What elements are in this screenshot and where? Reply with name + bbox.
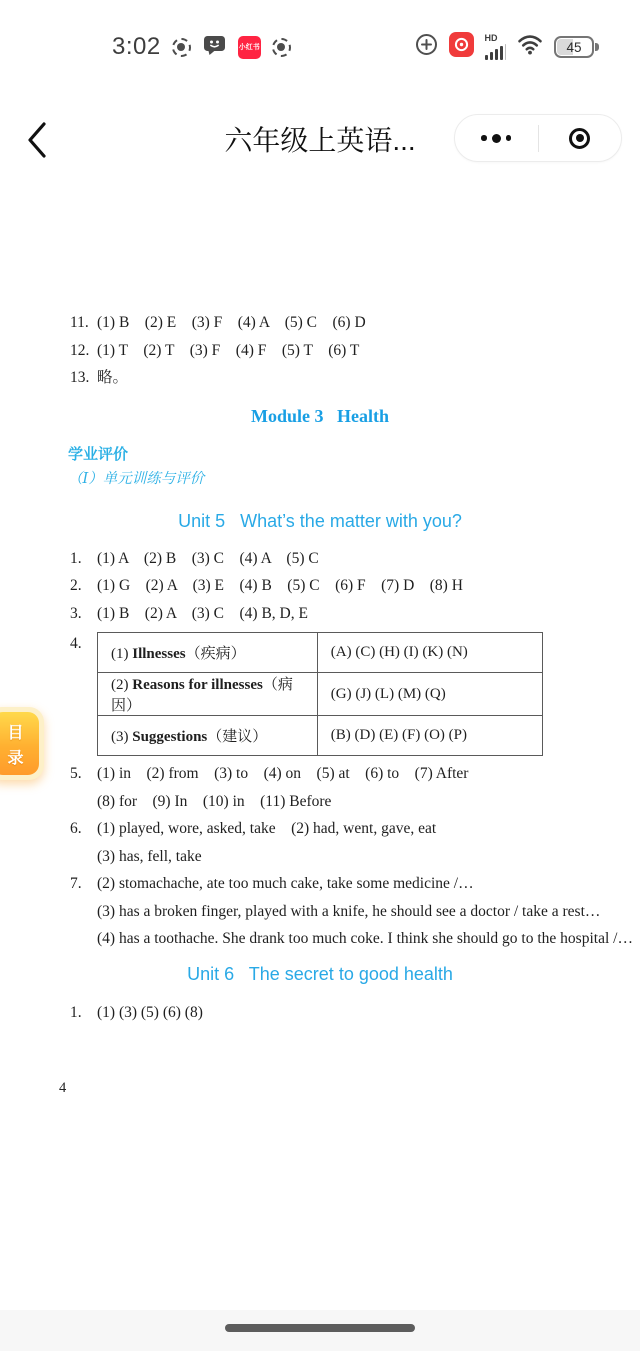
item-number: 7. — [70, 875, 82, 892]
table-row — [98, 673, 543, 716]
home-indicator[interactable] — [225, 1324, 415, 1332]
answer-line — [0, 999, 640, 1027]
item-text: (2) stomachache, ate too much cake, take some medicine /… — [97, 875, 474, 892]
section-subtitle: （Ⅰ）单元训练与评价 — [68, 470, 205, 487]
close-home-button[interactable] — [539, 115, 622, 161]
answer-line — [0, 600, 640, 628]
toc-char: 录 — [7, 749, 24, 767]
status-bar-right — [415, 32, 595, 62]
item-number — [70, 843, 97, 871]
answer-line — [0, 788, 640, 816]
item-text: (3) has, fell, take — [97, 847, 202, 865]
item-number — [70, 925, 97, 953]
item-text: 略。 — [97, 369, 129, 386]
item-text: (1) (3) (5) (6) (8) — [97, 1003, 203, 1021]
item-number: 12. — [70, 341, 90, 359]
status-bar — [0, 26, 640, 68]
unit5-heading: Unit 5 What’s the matter with you? — [178, 510, 462, 531]
category-cell: (1) Illnesses（疾病） — [98, 633, 318, 673]
answer-table-block — [0, 632, 640, 756]
answer-line — [0, 572, 640, 600]
category-cell: (3) Suggestions（建议） — [98, 716, 318, 756]
item-number — [70, 788, 97, 816]
item-text: (8) for (9) In (10) in (11) Before — [97, 792, 332, 810]
item-number: 6. — [70, 820, 82, 837]
item-number: 13. — [70, 369, 90, 386]
item-text: (1) B (2) E (3) F (4) A (5) C (6) D — [97, 314, 366, 331]
answer-line — [0, 309, 640, 337]
clock-time: 3:02 — [112, 33, 161, 60]
toc-icon — [0, 712, 39, 775]
answer-line — [0, 898, 640, 926]
item-number: 2. — [70, 577, 82, 594]
document-page — [0, 309, 640, 1026]
item-number: 1. — [70, 549, 82, 567]
letters-cell: (G) (J) (L) (M) (Q) — [317, 673, 542, 716]
section-title: 学业评价 — [68, 445, 129, 463]
item-text: (1) B (2) A (3) C (4) B, D, E — [97, 604, 308, 622]
answer-line — [0, 843, 640, 871]
plus-circle-icon — [415, 33, 438, 61]
item-number: 11. — [70, 314, 89, 331]
answer-table — [97, 632, 543, 756]
circle-dot-icon — [569, 128, 590, 149]
status-bar-left — [112, 33, 291, 62]
toc-char: 目 — [7, 724, 24, 742]
battery-icon — [554, 36, 594, 58]
toc-fab-button[interactable] — [0, 707, 44, 780]
table-row — [98, 633, 543, 673]
answer-line — [0, 337, 640, 365]
hd-label: HD — [484, 33, 498, 43]
item-text: (1) G (2) A (3) E (4) B (5) C (6) F (7) D (8) H — [97, 577, 463, 594]
record-dot-icon — [272, 38, 291, 57]
more-button[interactable] — [455, 115, 538, 161]
ellipsis-dots-icon — [481, 134, 511, 143]
answer-line — [0, 545, 640, 573]
module-heading: Module 3 Health — [251, 405, 389, 426]
item-number: 3. — [70, 604, 82, 622]
item-text: (3) has a broken finger, played with a knife, he should see a doctor / take a rest… — [97, 902, 601, 920]
item-text: (1) T (2) T (3) F (4) F (5) T (6) T — [97, 341, 360, 359]
item-text: (1) played, wore, asked, take (2) had, went, gave, eat — [97, 820, 437, 837]
wifi-icon — [517, 34, 543, 60]
screen-record-icon — [449, 32, 474, 62]
letters-cell: (A) (C) (H) (I) (K) (N) — [317, 633, 542, 673]
nav-bar — [0, 110, 640, 168]
page-number: 4 — [59, 1080, 67, 1096]
chevron-left-icon — [26, 120, 48, 160]
xiaohongshu-icon — [238, 36, 261, 59]
item-text: (4) has a toothache. She drank too much coke. I think she should go to the hospital /… — [97, 930, 633, 947]
unit6-heading: Unit 6 The secret to good health — [187, 963, 453, 984]
answer-line — [0, 364, 640, 392]
item-text: (1) A (2) B (3) C (4) A (5) C — [97, 549, 319, 567]
message-bubble-icon — [202, 33, 227, 62]
item-text: (1) in (2) from (3) to (4) on (5) at (6) to (7) After — [97, 765, 469, 782]
back-button[interactable] — [26, 119, 52, 161]
item-number — [70, 898, 97, 926]
answer-line — [0, 760, 640, 788]
item-number: 1. — [70, 1003, 82, 1021]
answer-line — [0, 870, 640, 898]
item-number: 5. — [70, 765, 82, 782]
page-title: 六年级上英语... — [224, 125, 416, 156]
item-number: 4. — [70, 635, 82, 652]
miniprogram-capsule — [454, 114, 622, 162]
answer-line — [0, 925, 640, 953]
battery-percent: 45 — [566, 39, 582, 55]
letters-cell: (B) (D) (E) (F) (O) (P) — [317, 716, 542, 756]
signal-bars-icon — [485, 34, 507, 60]
record-dot-icon — [172, 38, 191, 57]
table-row — [98, 716, 543, 756]
answer-line — [0, 815, 640, 843]
category-cell: (2) Reasons for illnesses（病因） — [98, 673, 318, 716]
xiaohongshu-label: 小红书 — [238, 44, 260, 51]
